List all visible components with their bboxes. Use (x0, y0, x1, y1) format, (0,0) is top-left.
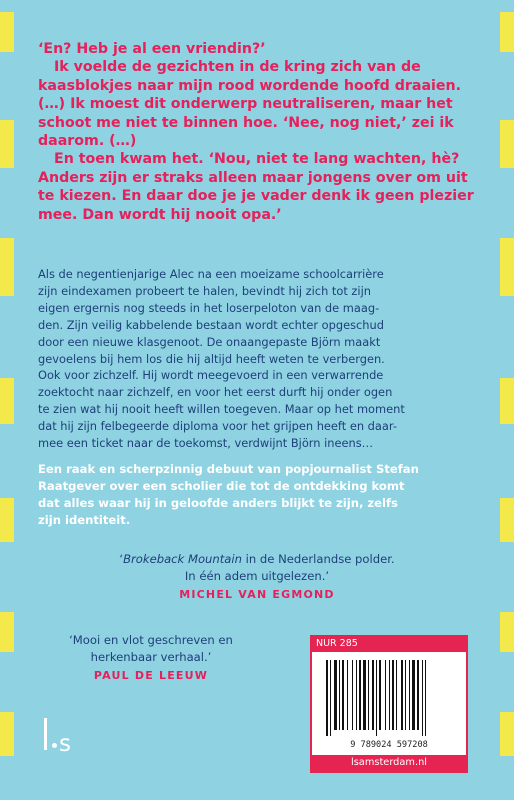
border-stripe (500, 612, 514, 652)
summary-line: den. Zijn veilig kabbelende bestaan wordt echter opgeschud (38, 317, 384, 332)
border-stripe (500, 12, 514, 52)
barcode-bars (324, 660, 454, 736)
quote-line-1: ‘Mooi en vlot geschreven en (69, 633, 233, 647)
barcode-bar (330, 660, 331, 736)
barcode-bar (356, 660, 357, 730)
border-stripe (500, 120, 514, 168)
border-stripe (500, 378, 514, 424)
barcode-bar (396, 660, 397, 730)
border-stripe (500, 238, 514, 296)
border-stripe (0, 498, 14, 542)
summary-line: mee een ticket naar de toekomst, verdwijnt Björn ineens… (38, 436, 374, 451)
summary-line: dat hij zijn felbegeerde diploma voor het grijpen heeft en daar- (38, 419, 397, 434)
barcode-bar (339, 660, 340, 730)
border-stripe (0, 612, 14, 652)
nur-code: NUR 285 (316, 638, 358, 649)
quote-line-1 (80, 551, 434, 568)
barcode-bar (401, 660, 403, 730)
barcode-bar (363, 660, 366, 730)
barcode-bar (372, 660, 374, 730)
quote-film-title: Brokeback Mountain (123, 552, 242, 566)
barcode-bar (376, 660, 377, 736)
publisher-logo-dot (52, 743, 57, 748)
barcode-area (312, 652, 466, 755)
barcode-panel (310, 635, 468, 773)
summary-line: eigen ergernis nog steeds in het loserpeloton van de maag- (38, 300, 380, 315)
quote-author: MICHEL VAN EGMOND (179, 588, 335, 601)
quote-line-1-rest: in de Nederlandse polder. (241, 552, 395, 566)
barcode-bar (422, 660, 423, 736)
border-stripe (500, 498, 514, 542)
border-stripe (0, 378, 14, 424)
barcode-bar (392, 660, 394, 730)
barcode-bar (409, 660, 410, 730)
quote-line-2: In één adem uitgelezen.’ (184, 568, 330, 583)
publisher-website: lsamsterdam.nl (350, 757, 427, 768)
barcode-bar (379, 660, 381, 730)
excerpt-paragraph-1: ‘En? Heb je al een vriendin?’ (38, 41, 266, 57)
barcode-bar (359, 660, 361, 730)
book-excerpt (38, 40, 482, 224)
barcode-bar (334, 660, 337, 730)
border-stripe (0, 12, 14, 52)
summary-line: door een nieuwe klasgenoot. De onaangepaste Björn maakt (38, 334, 381, 349)
barcode-bar (385, 660, 386, 730)
barcode-bar (326, 660, 328, 736)
summary-line: zijn eindexamen probeert te halen, bevindt hij zich tot zijn (38, 283, 371, 298)
border-stripe (0, 712, 14, 756)
barcode-bar (347, 660, 348, 730)
barcode-bar (405, 660, 406, 730)
publisher-logo-letter: s (59, 731, 71, 757)
promo-line: zijn identiteit. (38, 513, 131, 527)
barcode-bar (412, 660, 415, 730)
book-summary (38, 266, 482, 452)
barcode-bar (342, 660, 344, 730)
quote-line-2: herkenbaar verhaal.’ (90, 649, 212, 664)
border-stripe (0, 238, 14, 296)
promo-line: dat alles waar hij in geloofde anders blijkt te zijn, zelfs (38, 496, 398, 510)
review-quote-1 (80, 551, 434, 604)
border-stripe (0, 120, 14, 168)
barcode-bar (425, 660, 426, 736)
summary-line: zoektocht naar zichzelf, en voor het eerst durft hij onder ogen (38, 385, 393, 400)
excerpt-paragraph-3: En toen kwam het. ‘Nou, niet te lang wachten, hè? Anders zijn er straks alleen maar jongens over om uit te kiezen. En daar doe je je vader denk ik geen plezier mee. Dan wordt hij nooit opa.’ (38, 151, 474, 223)
promo-line: Een raak en scherpzinnig debuut van popjournalist Stefan (38, 462, 419, 476)
quote-open-mark: ‘ (119, 552, 124, 566)
summary-line: gevoelens bij hem los die hij altijd heeft weten te verbergen. (38, 351, 385, 366)
barcode-bar (352, 660, 353, 730)
isbn-number: 9 789024 597208 (350, 740, 428, 750)
summary-line: te zien wat hij nooit heeft willen toegeven. Maar op het moment (38, 402, 405, 417)
barcode-bar (417, 660, 419, 730)
excerpt-paragraph-2: Ik voelde de gezichten in de kring zich van de kaasblokjes naar mijn rood wordende hoofd draaien. (…) Ik moest dit onderwerp neutraliseren, maar het schoot me niet te binnen hoe. ‘Nee, nog niet,’ zei ik daarom. (…) (38, 59, 461, 150)
publisher-logo-bar (44, 718, 47, 750)
promo-line: Raatgever over een scholier die tot de ontdekking komt (38, 479, 405, 493)
quote-author: PAUL DE LEEUW (93, 669, 209, 682)
summary-line: Ook voor zichzelf. Hij wordt meegevoerd in een verwarrende (38, 368, 384, 383)
border-stripe (500, 712, 514, 756)
barcode-bar (368, 660, 369, 730)
promo-blurb (38, 461, 482, 529)
barcode-bar (389, 660, 390, 730)
summary-line: Als de negentienjarige Alec na een moeizame schoolcarrière (38, 267, 384, 281)
review-quote-2 (40, 632, 262, 685)
